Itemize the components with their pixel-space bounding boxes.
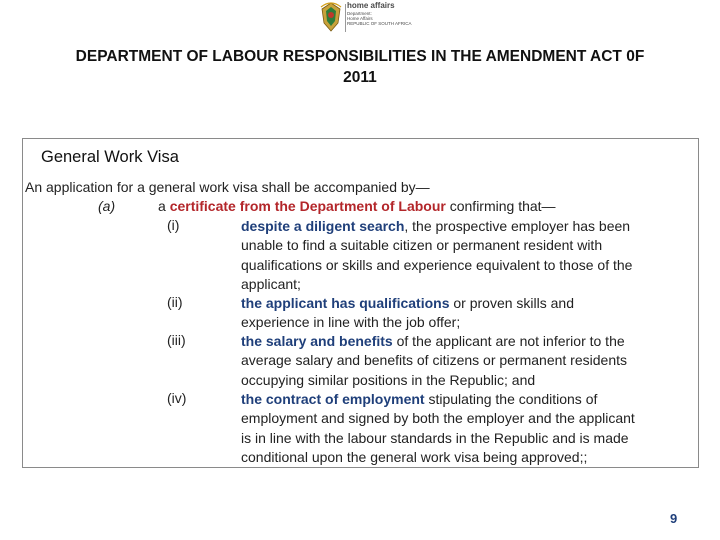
clause-a-suffix: confirming that— bbox=[445, 198, 556, 214]
home-affairs-logo bbox=[318, 1, 418, 35]
item-line: stipulating the conditions of bbox=[424, 391, 598, 407]
item-text bbox=[241, 294, 696, 333]
item-line: applicant; bbox=[241, 275, 301, 292]
item-text bbox=[241, 217, 696, 294]
item-text bbox=[241, 390, 696, 467]
clause-a-highlight: certificate from the Department of Labour bbox=[169, 198, 446, 214]
clause-a-text bbox=[158, 198, 556, 214]
item-line: or proven skills and bbox=[449, 295, 574, 311]
item-number: (iv) bbox=[167, 390, 187, 406]
title-line-1: DEPARTMENT OF LABOUR RESPONSIBILITIES IN THE AMENDMENT ACT 0F bbox=[75, 48, 645, 65]
item-line: , the prospective employer has been bbox=[404, 218, 631, 234]
item-text bbox=[241, 332, 696, 390]
item-line: experience in line with the job offer; bbox=[241, 314, 461, 331]
item-number: (iii) bbox=[167, 332, 186, 348]
item-highlight: the applicant has qualifications bbox=[241, 295, 450, 311]
item-line: average salary and benefits of citizens or permanent residents bbox=[241, 352, 627, 369]
item-highlight: the salary and benefits bbox=[241, 333, 393, 349]
coat-of-arms-icon bbox=[318, 1, 344, 33]
title-line-2: 2011 bbox=[343, 69, 377, 86]
section-heading: General Work Visa bbox=[41, 148, 179, 166]
item-highlight: the contract of employment bbox=[241, 391, 425, 407]
item-line: occupying similar positions in the Republic; and bbox=[241, 371, 536, 388]
page-number: 9 bbox=[670, 511, 678, 526]
item-line: qualifications or skills and experience equivalent to those of the bbox=[241, 256, 633, 273]
item-line: is in line with the labour standards in the Republic and is made bbox=[241, 429, 629, 446]
logo-divider bbox=[345, 4, 346, 32]
item-number: (i) bbox=[167, 217, 180, 233]
intro-text: An application for a general work visa shall be accompanied by— bbox=[25, 179, 430, 195]
clause-a-prefix: a bbox=[158, 198, 170, 214]
item-line: unable to find a suitable citizen or permanent resident with bbox=[241, 237, 603, 254]
item-line: conditional upon the general work visa being approved;; bbox=[241, 448, 588, 465]
item-line: of the applicant are not inferior to the bbox=[392, 333, 625, 349]
logo-brand-text: home affairs bbox=[347, 1, 395, 10]
page-title bbox=[0, 46, 720, 88]
item-number: (ii) bbox=[167, 294, 183, 310]
item-highlight: despite a diligent search bbox=[241, 218, 405, 234]
logo-department-text: Department: Home Affairs REPUBLIC OF SOUTH AFRICA bbox=[347, 11, 412, 26]
item-line: employment and signed by both the employer and the applicant bbox=[241, 410, 635, 427]
clause-a-label: (a) bbox=[98, 198, 116, 214]
